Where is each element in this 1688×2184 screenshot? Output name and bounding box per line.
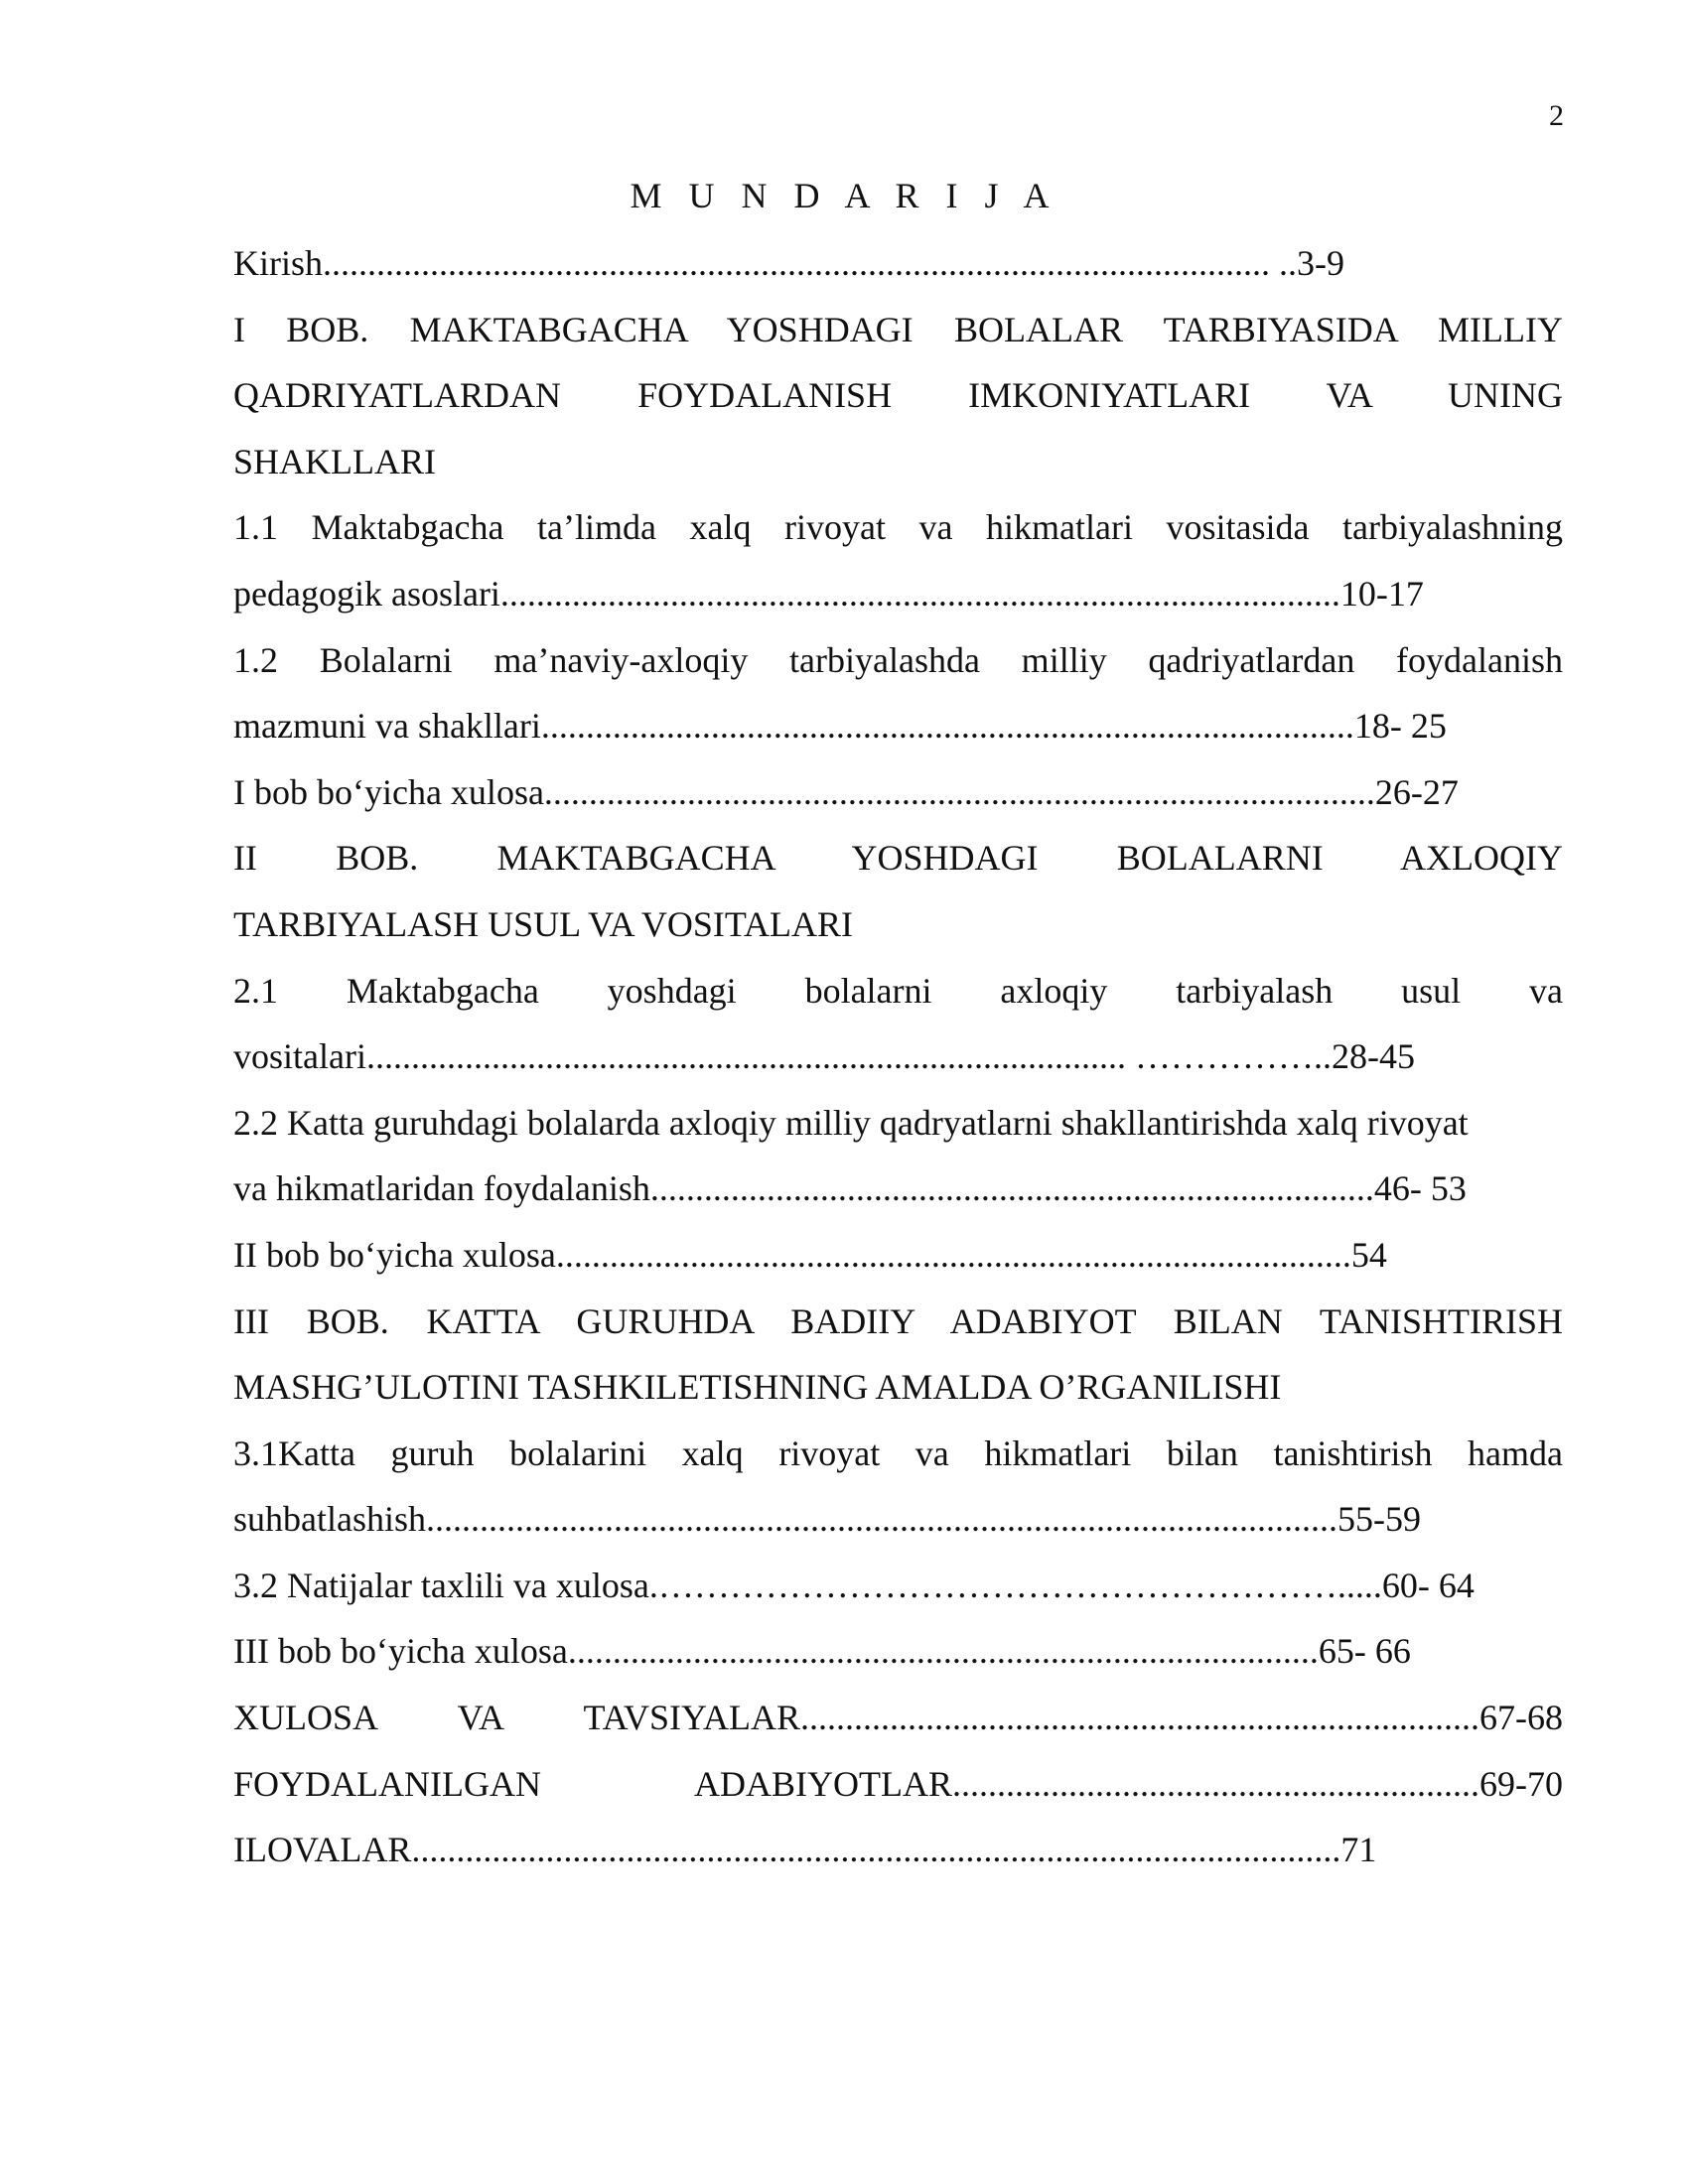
toc-line: TARBIYALASH USUL VA VOSITALARI — [233, 903, 853, 944]
toc-line: III bob bo‘yicha xulosa....................................................................................65- 66 — [233, 1631, 1411, 1672]
toc-line: I bob bo‘yicha xulosa.............................................................................................26-27 — [233, 771, 1459, 812]
toc-line: va hikmatlaridan foydalanish.................................................................................46- 53 — [233, 1168, 1467, 1209]
toc-line: vositalari..................................................................................... ……………..28-45 — [233, 1036, 1415, 1077]
toc-line: Kirish.......................................................................................................... ..3-9 — [233, 243, 1344, 283]
toc-line: I BOB. MAKTABGACHA YOSHDAGI BOLALAR TARBIYASIDA MILLIY — [233, 309, 1563, 349]
toc-line: QADRIYATLARDAN FOYDALANISH IMKONIYATLARI VA UNING — [233, 375, 1563, 416]
toc-line: II bob bo‘yicha xulosa.........................................................................................54 — [233, 1234, 1387, 1275]
table-of-contents — [233, 230, 1563, 1883]
toc-line: 2.2 Katta guruhdagi bolalarda axloqiy milliy qadryatlarni shakllantirishda xalq rivoyat — [233, 1102, 1469, 1143]
toc-line: ILOVALAR........................................................................................................71 — [233, 1830, 1377, 1870]
toc-line: mazmuni va shakllari...........................................................................................18- 25 — [233, 706, 1447, 747]
toc-line: pedagogik asoslari..............................................................................................10-17 — [233, 573, 1424, 614]
toc-line: III BOB. KATTA GURUHDA BADIIY ADABIYOT BILAN TANISHTIRISH — [233, 1300, 1563, 1341]
toc-line: 3.2 Natijalar taxlili va xulosa.………………………………………………….....60- 64 — [233, 1565, 1475, 1605]
page-number: 2 — [1549, 99, 1564, 132]
toc-line: FOYDALANILGAN ADABIYOTLAR...........................................................69-70 — [233, 1763, 1563, 1804]
toc-line: suhbatlashish......................................................................................................55-59 — [233, 1499, 1421, 1540]
toc-line: 1.2 Bolalarni ma’naviy-axloqiy tarbiyalashda milliy qadriyatlardan foydalanish — [233, 639, 1563, 680]
toc-line: 1.1 Maktabgacha ta’limda xalq rivoyat va hikmatlari vositasida tarbiyalashning — [233, 507, 1563, 548]
toc-line: II BOB. MAKTABGACHA YOSHDAGI BOLALARNI AXLOQIY — [233, 838, 1563, 879]
toc-line: 3.1Katta guruh bolalarini xalq rivoyat va hikmatlari bilan tanishtirish hamda — [233, 1433, 1563, 1473]
toc-line: MASHG’ULOTINI TASHKILETISHNING AMALDA O’RGANILISHI — [233, 1367, 1282, 1408]
toc-line: SHAKLLARI — [233, 441, 436, 481]
toc-line: 2.1 Maktabgacha yoshdagi bolalarni axloqiy tarbiyalash usul va — [233, 970, 1563, 1011]
toc-line: XULOSA VA TAVSIYALAR............................................................................67-68 — [233, 1698, 1563, 1738]
document-title: M U N D A R I J A — [630, 176, 1058, 215]
